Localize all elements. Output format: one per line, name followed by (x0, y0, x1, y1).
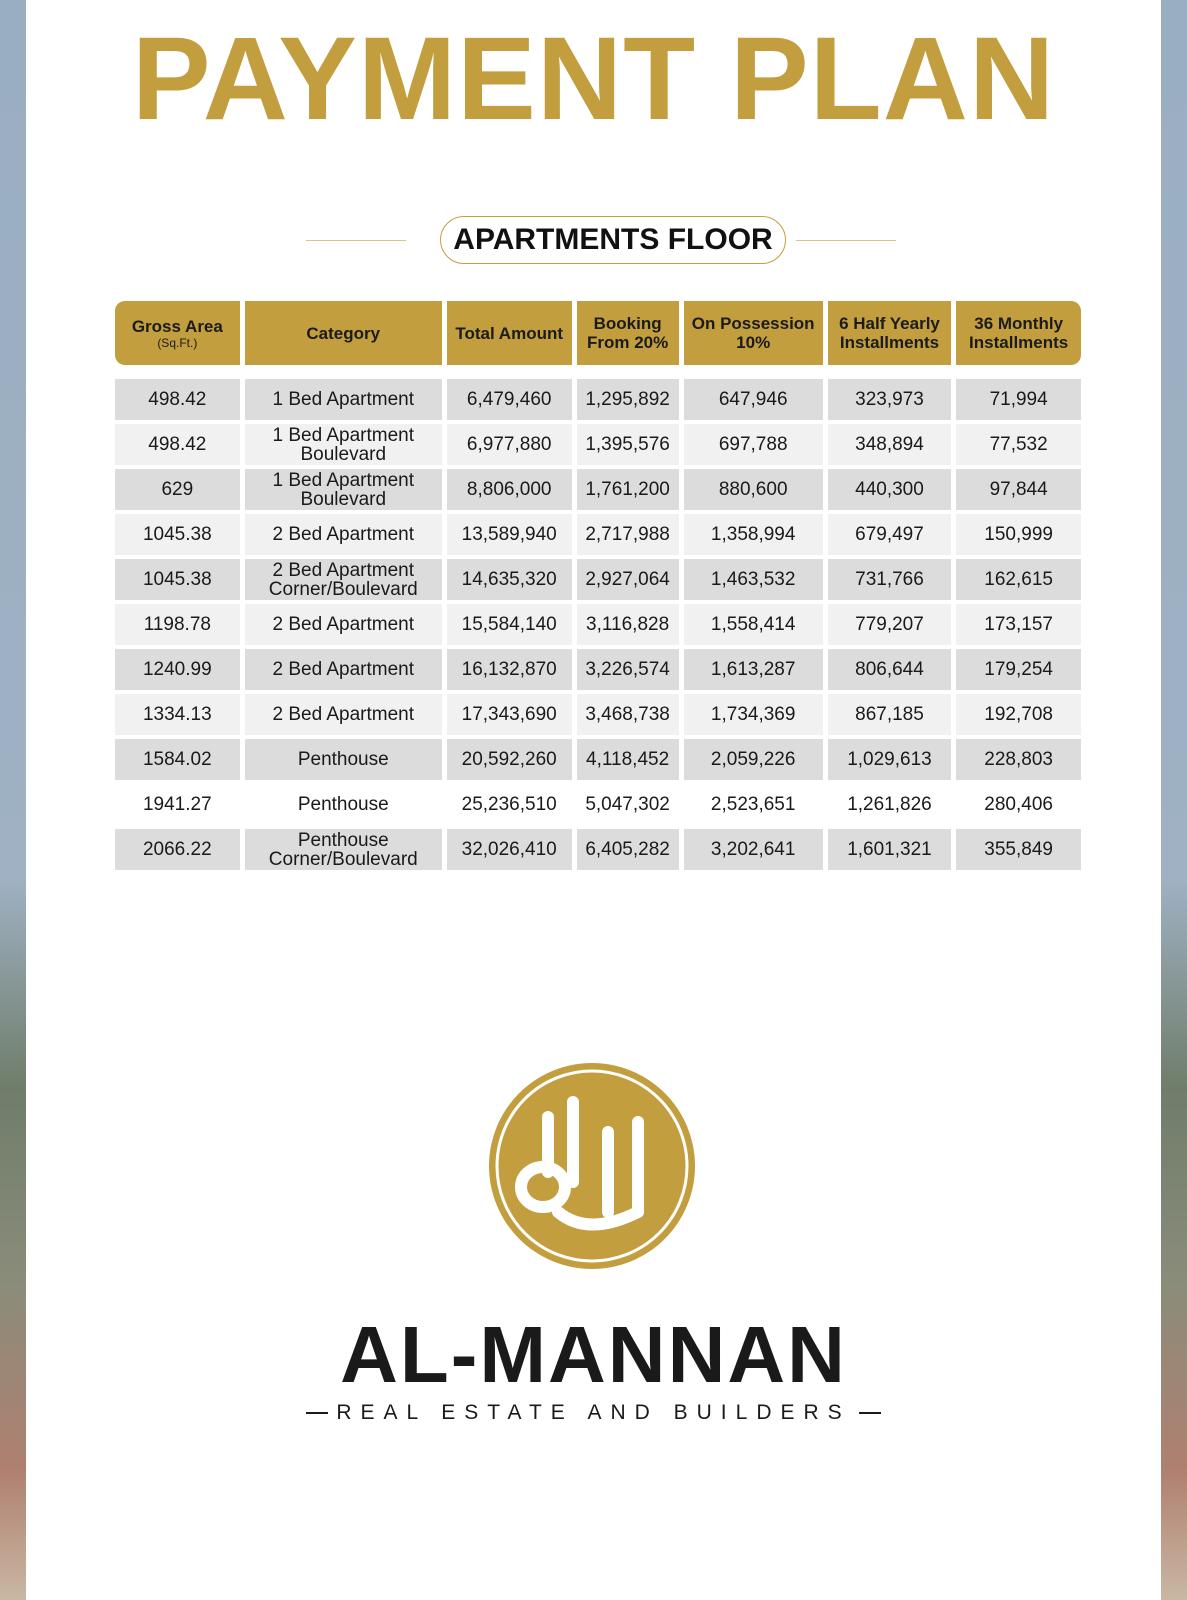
table-row (115, 694, 1081, 735)
table-cell: 1,761,200 (577, 469, 679, 510)
table-cell: 1045.38 (115, 514, 240, 555)
header-monthly: 36 Monthly Installments (956, 301, 1081, 365)
header-category: Category (245, 301, 442, 365)
brand-name: AL-MANNAN (340, 1310, 847, 1399)
table-row (115, 514, 1081, 555)
table-cell: 3,202,641 (684, 829, 823, 870)
header-label: Gross Area (131, 316, 223, 336)
table-row (115, 784, 1081, 825)
page-title: PAYMENT PLAN (131, 13, 1056, 145)
table-cell: 1584.02 (115, 739, 240, 780)
table-cell: 1,358,994 (684, 514, 823, 555)
table-cell: 2,059,226 (684, 739, 823, 780)
table-cell: 77,532 (956, 424, 1081, 465)
table-cell: 13,589,940 (447, 514, 572, 555)
table-cell: 2 Bed Apartment (245, 604, 442, 645)
table-cell: 323,973 (828, 379, 952, 420)
table-cell: 2 Bed Apartment (245, 514, 442, 555)
table-cell: 867,185 (828, 694, 952, 735)
table-cell: 1240.99 (115, 649, 240, 690)
table-cell: Penthouse Corner/Boulevard (245, 829, 442, 870)
table-cell: 348,894 (828, 424, 952, 465)
flyer-page (26, 0, 1161, 1600)
table-body (115, 369, 1081, 870)
table-cell: 3,468,738 (577, 694, 679, 735)
header-booking: Booking From 20% (577, 301, 679, 365)
table-spacer (115, 369, 1081, 375)
table-cell: 1,395,576 (577, 424, 679, 465)
table-cell: Penthouse (245, 739, 442, 780)
table-cell: 1 Bed Apartment Boulevard (245, 469, 442, 510)
table-cell: 3,226,574 (577, 649, 679, 690)
table-cell: 14,635,320 (447, 559, 572, 600)
table-cell: 4,118,452 (577, 739, 679, 780)
table-cell: 1,295,892 (577, 379, 679, 420)
brand-logo-emblem (488, 1062, 696, 1270)
divider-left (306, 240, 406, 241)
table-cell: 697,788 (684, 424, 823, 465)
table-cell: 2 Bed Apartment (245, 694, 442, 735)
header-half-yearly: 6 Half Yearly Installments (828, 301, 952, 365)
table-cell: 629 (115, 469, 240, 510)
table-cell: 2 Bed Apartment (245, 649, 442, 690)
table-cell: 1,261,826 (828, 784, 952, 825)
table-cell: 1045.38 (115, 559, 240, 600)
table-cell: 71,994 (956, 379, 1081, 420)
table-cell: 5,047,302 (577, 784, 679, 825)
table-cell: 1334.13 (115, 694, 240, 735)
table-cell: 32,026,410 (447, 829, 572, 870)
table-cell: 806,644 (828, 649, 952, 690)
table-cell: 731,766 (828, 559, 952, 600)
table-row (115, 424, 1081, 465)
table-cell: 498.42 (115, 424, 240, 465)
table-cell: 2,523,651 (684, 784, 823, 825)
table-row (115, 829, 1081, 870)
table-cell: 25,236,510 (447, 784, 572, 825)
table-cell: 1,613,287 (684, 649, 823, 690)
table-cell: 6,977,880 (447, 424, 572, 465)
table-cell: 179,254 (956, 649, 1081, 690)
table-cell: 2 Bed Apartment Corner/Boulevard (245, 559, 442, 600)
table-cell: 2066.22 (115, 829, 240, 870)
table-row (115, 739, 1081, 780)
tagline-dash-right (859, 1412, 881, 1414)
section-header (306, 216, 896, 264)
table-cell: 15,584,140 (447, 604, 572, 645)
table-cell: 6,479,460 (447, 379, 572, 420)
table-cell: 1941.27 (115, 784, 240, 825)
table-cell: 1198.78 (115, 604, 240, 645)
brand-tagline (26, 1400, 1161, 1426)
table-cell: 6,405,282 (577, 829, 679, 870)
tagline-dash-left (306, 1412, 328, 1414)
table-cell: 779,207 (828, 604, 952, 645)
table-cell: 17,343,690 (447, 694, 572, 735)
table-header-row (115, 301, 1081, 365)
table-cell: 173,157 (956, 604, 1081, 645)
table-row (115, 604, 1081, 645)
payment-plan-table (110, 297, 1086, 874)
table-cell: 1,463,532 (684, 559, 823, 600)
header-on-possession: On Possession 10% (684, 301, 823, 365)
table-cell: 1 Bed Apartment Boulevard (245, 424, 442, 465)
section-title: APARTMENTS FLOOR (440, 216, 786, 264)
table-cell: 498.42 (115, 379, 240, 420)
background-right-strip (1161, 0, 1187, 1600)
table-cell: 20,592,260 (447, 739, 572, 780)
table-row (115, 649, 1081, 690)
table-cell: 355,849 (956, 829, 1081, 870)
table-cell: 880,600 (684, 469, 823, 510)
table-cell: 162,615 (956, 559, 1081, 600)
table-cell: 647,946 (684, 379, 823, 420)
table-cell: 3,116,828 (577, 604, 679, 645)
table-cell: 150,999 (956, 514, 1081, 555)
table-cell: 1,601,321 (828, 829, 952, 870)
table-cell: 228,803 (956, 739, 1081, 780)
table-cell: 8,806,000 (447, 469, 572, 510)
table-cell: 1,029,613 (828, 739, 952, 780)
header-total-amount: Total Amount (447, 301, 572, 365)
table-cell: 192,708 (956, 694, 1081, 735)
table-cell: 2,717,988 (577, 514, 679, 555)
table-cell: 97,844 (956, 469, 1081, 510)
table-cell: 1,558,414 (684, 604, 823, 645)
divider-right (796, 240, 896, 241)
tagline-text: REAL ESTATE AND BUILDERS (336, 1401, 851, 1424)
table-cell: 16,132,870 (447, 649, 572, 690)
header-sublabel: (Sq.Ft.) (157, 335, 198, 350)
table-row (115, 469, 1081, 510)
table-row (115, 379, 1081, 420)
table-cell: 280,406 (956, 784, 1081, 825)
table-cell: 440,300 (828, 469, 952, 510)
table-cell: 2,927,064 (577, 559, 679, 600)
table-cell: Penthouse (245, 784, 442, 825)
table-cell: 1,734,369 (684, 694, 823, 735)
header-gross-area (115, 301, 240, 365)
table-cell: 1 Bed Apartment (245, 379, 442, 420)
table-row (115, 559, 1081, 600)
table-cell: 679,497 (828, 514, 952, 555)
